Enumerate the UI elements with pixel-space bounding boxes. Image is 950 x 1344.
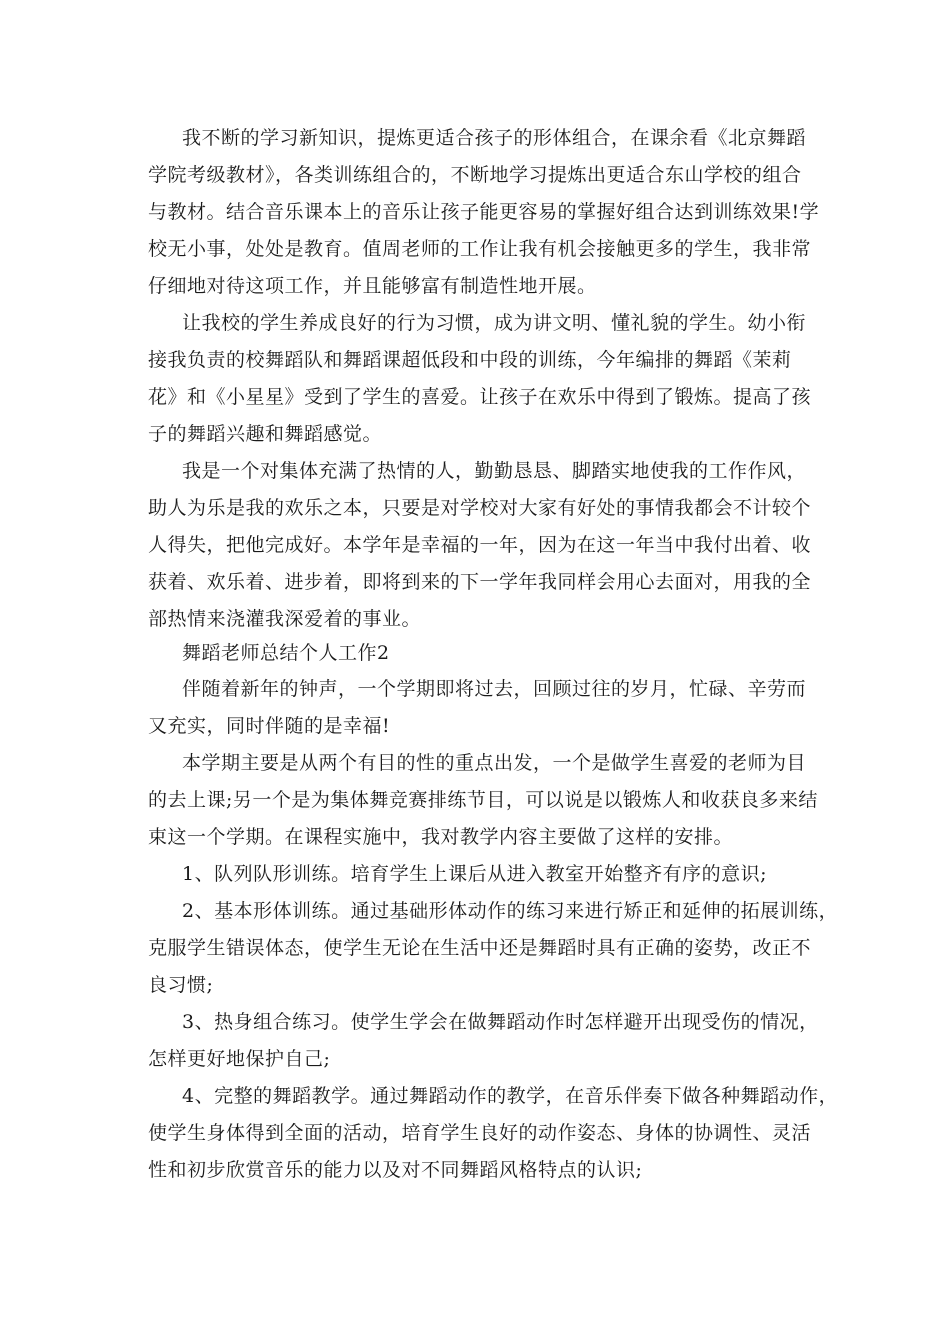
list-item: 3、热身组合练习。使学生学会在做舞蹈动作时怎样避开出现受伤的情况， bbox=[182, 1011, 819, 1033]
list-item: 1、队列队形训练。培育学生上课后从进入教室开始整齐有序的意识; bbox=[182, 863, 767, 885]
text-line: 接我负责的校舞蹈队和舞蹈课超低段和中段的训练，今年编排的舞蹈《茉莉 bbox=[148, 349, 792, 371]
text-line: 让我校的学生养成良好的行为习惯，成为讲文明、懂礼貌的学生。幼小衔 bbox=[182, 312, 807, 334]
text-line: 良习惯; bbox=[148, 974, 214, 996]
text-line: 花》和《小星星》受到了学生的喜爱。让孩子在欢乐中得到了锻炼。提高了孩 bbox=[148, 386, 812, 408]
text-line: 克服学生错误体态，使学生无论在生活中还是舞蹈时具有正确的姿势，改正不 bbox=[148, 937, 812, 959]
text-line: 本学期主要是从两个有目的性的重点出发，一个是做学生喜爱的老师为目 bbox=[182, 752, 807, 774]
text-line: 人得失，把他完成好。本学年是幸福的一年，因为在这一年当中我付出着、收 bbox=[148, 534, 812, 556]
text-line: 又充实，同时伴随的是幸福! bbox=[148, 715, 391, 737]
text-line: 伴随着新年的钟声，一个学期即将过去，回顾过往的岁月，忙碌、辛劳而 bbox=[182, 678, 807, 700]
text-line: 我不断的学习新知识，提炼更适合孩子的形体组合，在课余看《北京舞蹈 bbox=[182, 127, 807, 149]
text-line: 的去上课;另一个是为集体舞竞赛排练节目，可以说是以锻炼人和收获良多来结 bbox=[148, 789, 818, 811]
section-heading: 舞蹈老师总结个人工作2 bbox=[182, 642, 390, 664]
text-line: 我是一个对集体充满了热情的人，勤勤恳恳、脚踏实地使我的工作作风， bbox=[182, 460, 807, 482]
text-line: 仔细地对待这项工作，并且能够富有制造性地开展。 bbox=[148, 275, 597, 297]
list-item: 4、完整的舞蹈教学。通过舞蹈动作的教学，在音乐伴奏下做各种舞蹈动作， bbox=[182, 1085, 839, 1107]
text-line: 子的舞蹈兴趣和舞蹈感觉。 bbox=[148, 423, 383, 445]
text-line: 性和初步欣赏音乐的能力以及对不同舞蹈风格特点的认识; bbox=[148, 1159, 643, 1181]
text-line: 校无小事，处处是教育。值周老师的工作让我有机会接触更多的学生，我非常 bbox=[148, 238, 812, 260]
list-item: 2、基本形体训练。通过基础形体动作的练习来进行矫正和延伸的拓展训练， bbox=[182, 900, 839, 922]
text-line: 学院考级教材》，各类训练组合的，不断地学习提炼出更适合东山学校的组合 bbox=[148, 164, 802, 186]
text-line: 获着、欢乐着、进步着，即将到来的下一学年我同样会用心去面对，用我的全 bbox=[148, 571, 812, 593]
text-line: 怎样更好地保护自己; bbox=[148, 1048, 331, 1070]
text-line: 助人为乐是我的欢乐之本，只要是对学校对大家有好处的事情我都会不计较个 bbox=[148, 497, 812, 519]
text-line: 与教材。结合音乐课本上的音乐让孩子能更容易的掌握好组合达到训练效果!学 bbox=[148, 201, 820, 223]
text-line: 使学生身体得到全面的活动，培育学生良好的动作姿态、身体的协调性、灵活 bbox=[148, 1122, 812, 1144]
text-line: 束这一个学期。在课程实施中，我对教学内容主要做了这样的安排。 bbox=[148, 826, 734, 848]
text-line: 部热情来浇灌我深爱着的事业。 bbox=[148, 608, 422, 630]
